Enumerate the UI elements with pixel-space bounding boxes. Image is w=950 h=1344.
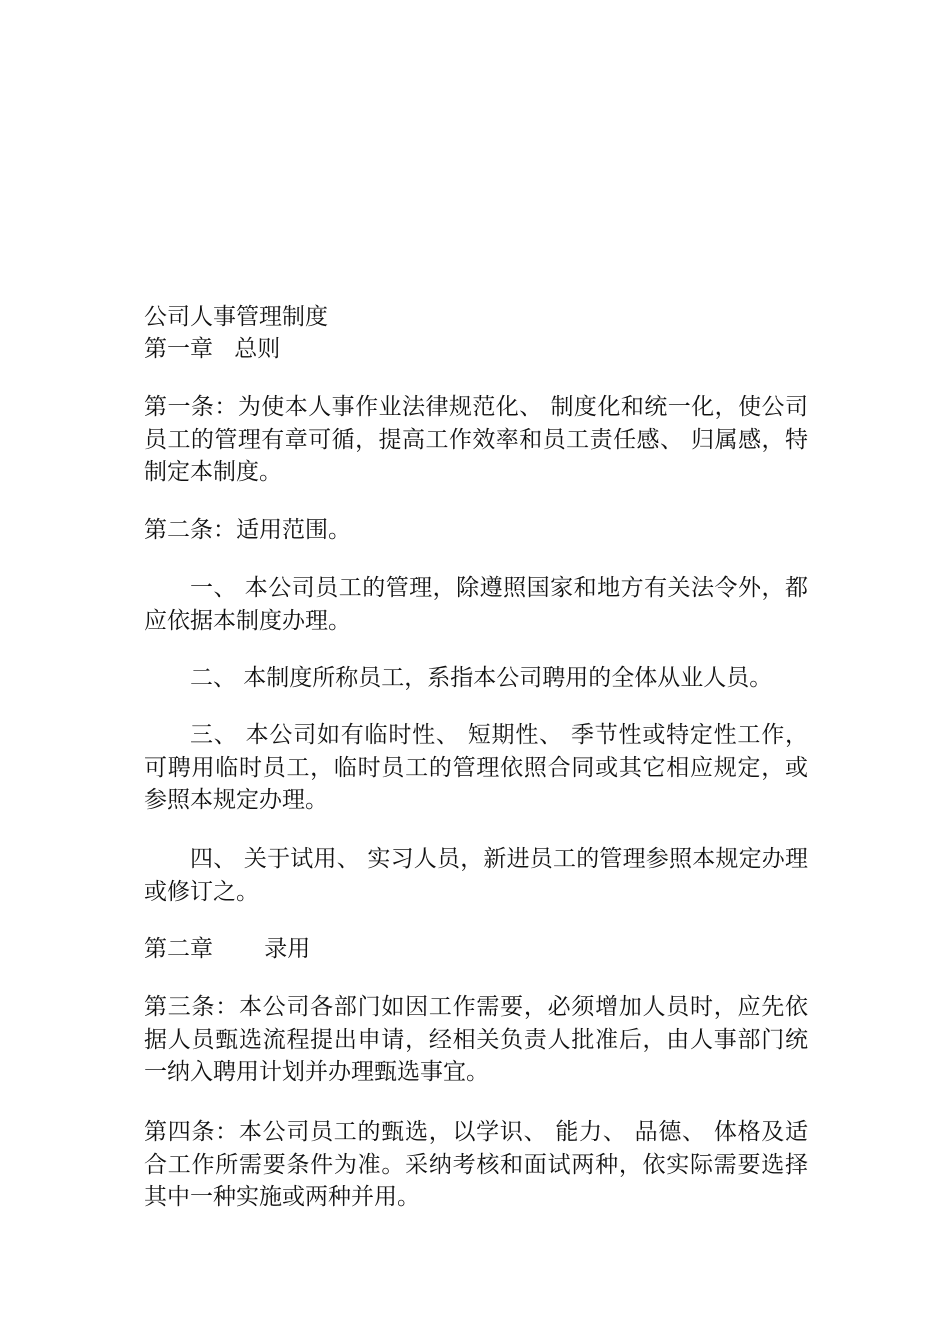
chapter-1-heading: 第一章 总则 [144, 336, 281, 362]
scope-item-2: 二、 本制度所称员工，系指本公司聘用的全体从业人员。 [190, 665, 773, 691]
article-2: 第二条：适用范围。 [144, 517, 351, 543]
scope-item-1: 一、 本公司员工的管理，除遵照国家和地方有关法令外，都应依据本制度办理。 [144, 575, 808, 634]
chapter-2-heading: 第二章 录用 [144, 936, 311, 962]
article-4: 第四条：本公司员工的甄选，以学识、 能力、 品德、 体格及适合工作所需要条件为准。采纳考核和面试两种，依实际需要选择其中一种实施或两种并用。 [144, 1119, 808, 1210]
article-1: 第一条：为使本人事作业法律规范化、 制度化和统一化，使公司员工的管理有章可循，提高工作效率和员工责任感、 归属感，特制定本制度。 [144, 394, 808, 485]
document-title: 公司人事管理制度 [144, 304, 328, 330]
scope-item-3: 三、 本公司如有临时性、 短期性、 季节性或特定性工作，可聘用临时员工，临时员工的管理依照合同或其它相应规定，或参照本规定办理。 [144, 722, 808, 813]
scope-item-4: 四、 关于试用、 实习人员，新进员工的管理参照本规定办理或修订之。 [144, 846, 808, 905]
article-3: 第三条：本公司各部门如因工作需要，必须增加人员时，应先依据人员甄选流程提出申请，经相关负责人批准后，由人事部门统一纳入聘用计划并办理甄选事宜。 [144, 994, 808, 1085]
